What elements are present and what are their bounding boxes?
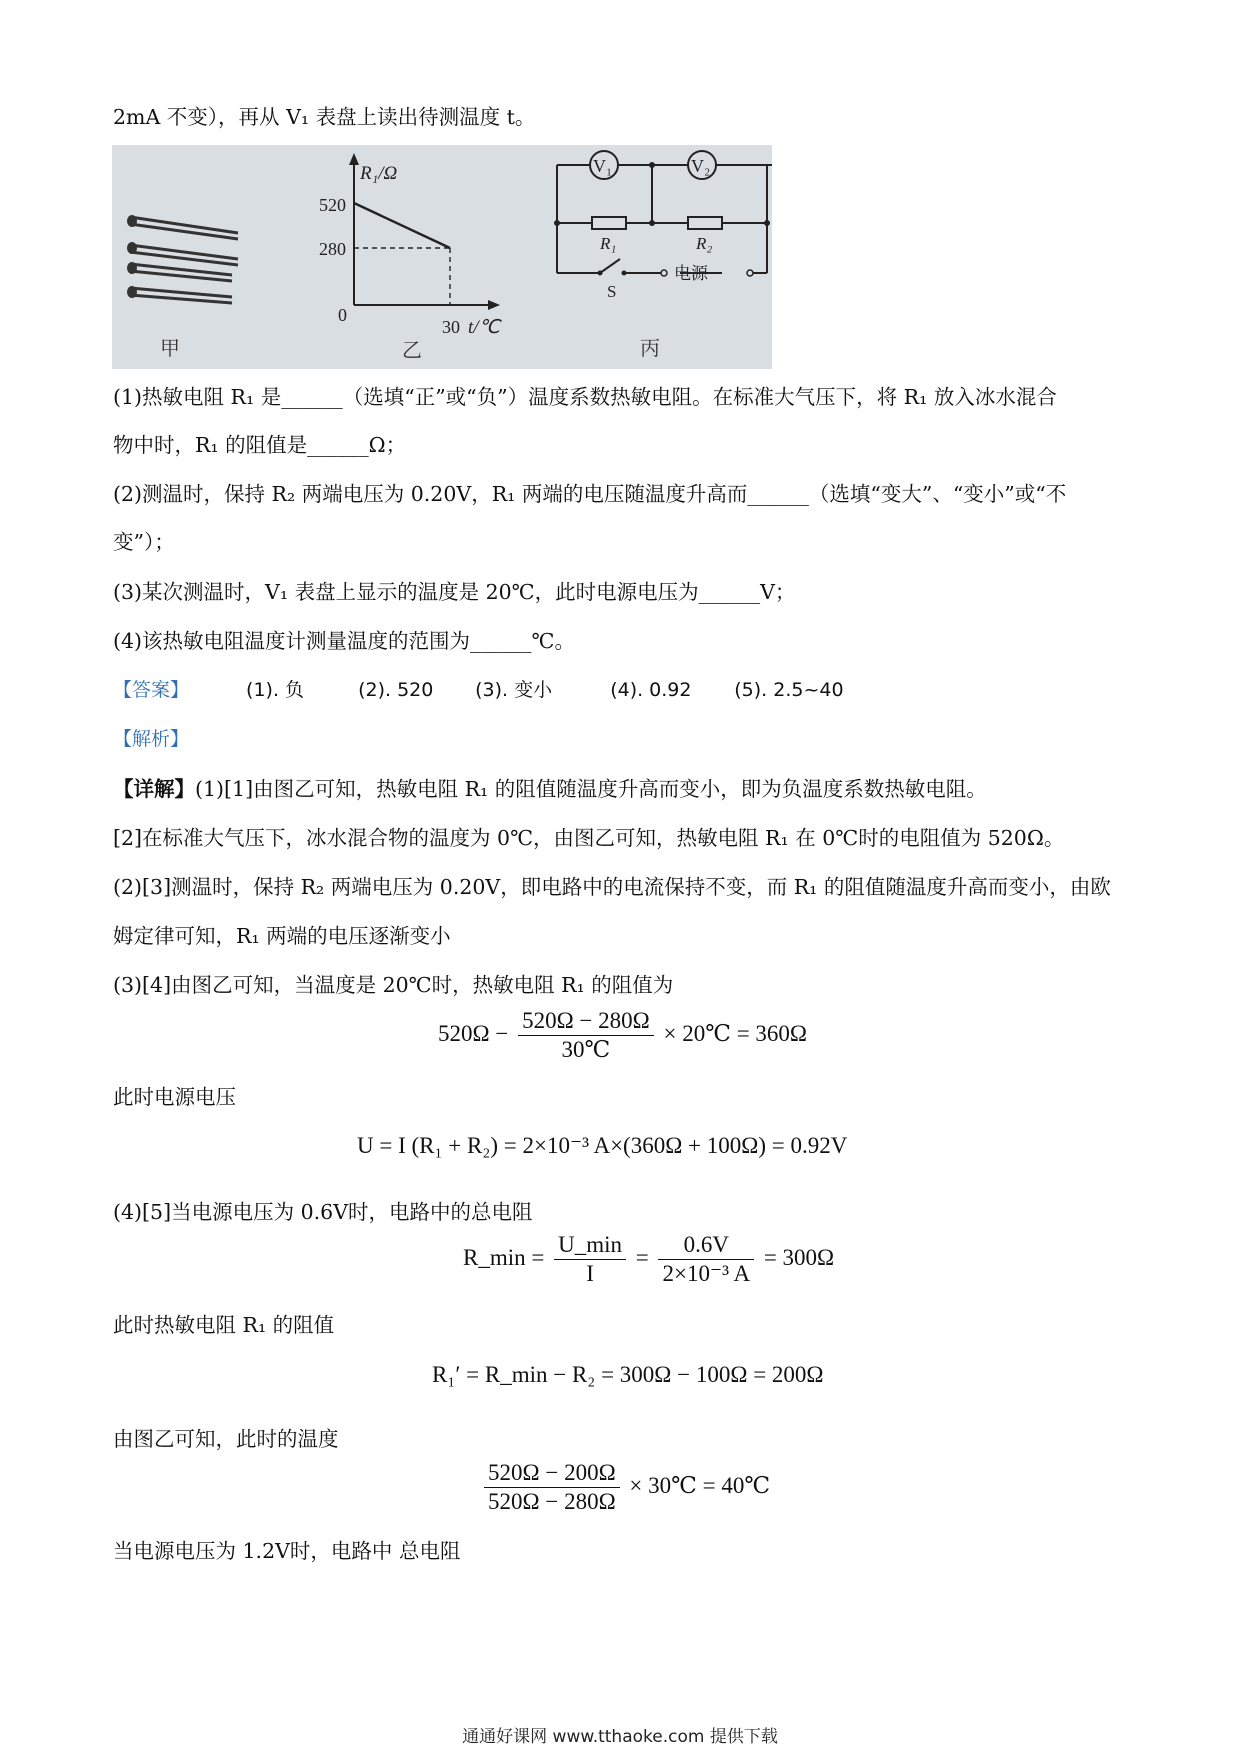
question-1a: (1)热敏电阻 R₁ 是______（选填“正”或“负”）温度系数热敏电阻。在标准大气压下，将 R₁ 放入冰水混合 — [113, 385, 1057, 409]
label-bing: 丙 — [640, 336, 660, 360]
answer-1: (1). 负 — [246, 679, 305, 701]
text-r1: 此时热敏电阻 R₁ 的阻值 — [113, 1313, 335, 1337]
text-last: 当电源电压为 1.2V时，电路中 总电阻 — [113, 1539, 461, 1563]
eq1-fraction — [518, 1008, 654, 1063]
equation-1 — [438, 1008, 807, 1063]
resistor-r1 — [592, 217, 626, 229]
answer-2: (2). 520 — [358, 679, 434, 701]
eq3-num1: U_min — [554, 1232, 626, 1260]
graph-xlabel: t/℃ — [468, 317, 500, 338]
label-jia: 甲 — [160, 336, 180, 360]
equation-4: R₁′ = R_min − R₂ = 300Ω − 100Ω = 200Ω — [432, 1362, 824, 1387]
y-tick-280: 280 — [319, 239, 346, 259]
explanation-4: 姆定律可知，R₁ 两端的电压逐渐变小 — [113, 924, 451, 948]
explanation-1 — [113, 774, 987, 804]
answer-3: (3). 变小 — [475, 679, 553, 701]
probe-tips — [127, 215, 137, 298]
graph-line — [354, 203, 450, 248]
eq1-num: 520Ω − 280Ω — [518, 1008, 654, 1036]
eq3-left: R_min = — [463, 1244, 545, 1270]
text-voltage: 此时电源电压 — [113, 1085, 236, 1109]
figure-panel — [112, 145, 772, 369]
origin-label: 0 — [338, 305, 347, 325]
eq3-den2: 2×10⁻³ A — [662, 1261, 751, 1286]
resistor-r2 — [688, 217, 722, 229]
eq1-left: 520Ω − — [438, 1020, 509, 1046]
eq1-den: 30℃ — [561, 1037, 611, 1062]
source-terminal-right — [747, 270, 753, 276]
figure-svg — [112, 145, 772, 369]
analysis-label: 【解析】 — [113, 728, 190, 750]
r2-label: R₂ — [696, 234, 713, 253]
text-part4: (4)[5]当电源电压为 0.6V时，电路中的总电阻 — [113, 1200, 533, 1224]
meter-v2-label: V₂ — [691, 156, 711, 176]
question-2b: 变”）； — [113, 530, 175, 554]
graph-yi — [319, 153, 503, 338]
x-tick-30: 30 — [442, 317, 460, 337]
eq3-fraction-2 — [658, 1232, 754, 1287]
question-2a: (2)测温时，保持 R₂ 两端电压为 0.20V，R₁ 两端的电压随温度升高而______（选填“变大”、“变小”或“不 — [113, 482, 1067, 506]
thermistor-probes — [130, 217, 238, 303]
label-yi: 乙 — [402, 338, 422, 362]
explanation-2: [2]在标准大气压下，冰水混合物的温度为 0℃，由图乙可知，热敏电阻 R₁ 在 0℃时的电阻值为 520Ω。 — [113, 826, 1065, 850]
answer-label: 【答案】 — [113, 679, 190, 701]
question-1b: 物中时，R₁ 的阻值是______Ω； — [113, 433, 407, 457]
answer-5: (5). 2.5~40 — [734, 679, 844, 701]
question-3: (3)某次测温时，V₁ 表盘上显示的温度是 20℃，此时电源电压为______V； — [113, 580, 796, 604]
text-temp: 由图乙可知，此时的温度 — [113, 1427, 339, 1451]
eq5-right: × 30℃ = 40℃ — [629, 1472, 771, 1498]
r1-label: R₁ — [600, 234, 617, 253]
eq3-right: = 300Ω — [763, 1244, 835, 1270]
source-label: 电源 — [674, 264, 708, 284]
equation-2: U = I (R₁ + R₂) = 2×10⁻³ A×(360Ω + 100Ω) = 0.92V — [357, 1133, 848, 1158]
eq3-num2: 0.6V — [658, 1232, 754, 1260]
question-4: (4)该热敏电阻温度计测量温度的范围为______℃。 — [113, 629, 575, 653]
detail-label: 【详解】 — [113, 777, 195, 801]
source-terminal-left — [661, 270, 667, 276]
answer-4: (4). 0.92 — [610, 679, 692, 701]
equation-3 — [463, 1232, 834, 1287]
eq1-right: × 20℃ = 360Ω — [663, 1020, 808, 1046]
eq5-den: 520Ω − 280Ω — [488, 1489, 616, 1514]
intro-line: 2mA 不变），再从 V₁ 表盘上读出待测温度 t。 — [113, 105, 536, 129]
eq5-num: 520Ω − 200Ω — [484, 1460, 620, 1488]
eq3-equals: = — [635, 1244, 649, 1270]
eq3-fraction-1 — [554, 1232, 626, 1287]
meter-v1-label: V₁ — [593, 156, 613, 176]
y-tick-520: 520 — [319, 195, 346, 215]
explanation-5: (3)[4]由图乙可知，当温度是 20℃时，热敏电阻 R₁ 的阻值为 — [113, 973, 674, 997]
graph-ylabel: R₁/Ω — [360, 163, 398, 184]
footer: 通通好课网 www.tthaoke.com 提供下载 — [462, 1727, 778, 1747]
switch-label: S — [607, 282, 617, 301]
answer-row — [113, 675, 844, 705]
eq3-den1: I — [586, 1261, 594, 1286]
explanation-1-text: (1)[1]由图乙可知，热敏电阻 R₁ 的阻值随温度升高而变小，即为负温度系数热敏电阻。 — [195, 777, 987, 801]
eq5-fraction — [484, 1460, 620, 1515]
circuit-parts — [554, 151, 770, 301]
equation-5 — [480, 1460, 770, 1515]
explanation-3: (2)[3]测温时，保持 R₂ 两端电压为 0.20V，即电路中的电流保持不变，而 R₁ 的阻值随温度升高而变小，由欧 — [113, 875, 1111, 899]
